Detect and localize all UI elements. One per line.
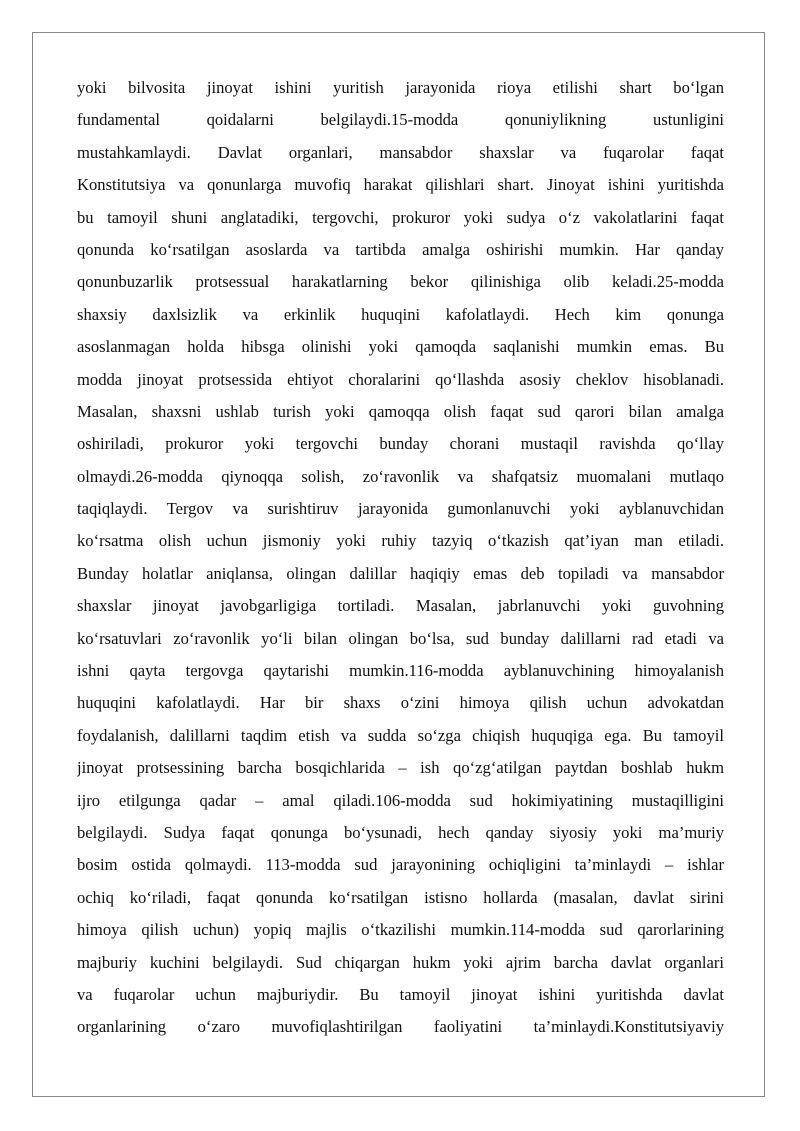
text-line: himoya qilish uchun) yopiq majlis o‘tkazilishi mumkin.114-modda sud qarorlarining [77, 920, 724, 940]
text-line: shaxsiy daxlsizlik va erkinlik huquqini kafolatlaydi. Hech kim qonunga [77, 304, 724, 324]
text-line: yoki bilvosita jinoyat ishini yuritish jarayonida rioya etilishi shart bo‘lgan [77, 78, 724, 97]
text-line: taqiqlaydi. Tergov va surishtiruv jarayonida gumonlanuvchi yoki ayblanuvchidan [77, 499, 724, 519]
text-line: Bunday holatlar aniqlansa, olingan dalillar haqiqiy emas deb topiladi va mansabdor [77, 563, 724, 583]
text-line: qonunda ko‘rsatilgan asoslarda va tartibda amalga oshirishi mumkin. Har qanday [77, 239, 724, 259]
text-line: shaxslar jinoyat javobgarligiga tortiladi. Masalan, jabrlanuvchi yoki guvohning [77, 596, 724, 616]
text-line: mustahkamlaydi. Davlat organlari, mansabdor shaxslar va fuqarolar faqat [77, 142, 724, 162]
text-line: va fuqarolar uchun majburiydir. Bu tamoyil jinoyat ishini yuritishda davlat [77, 984, 724, 1004]
text-line: ko‘rsatma olish uchun jismoniy yoki ruhiy tazyiq o‘tkazish qat’iyan man etiladi. [77, 531, 724, 551]
text-line: modda jinoyat protsessida ehtiyot choralarini qo‘llashda asosiy cheklov hisoblanadi. [77, 369, 724, 389]
text-line: ijro etilgunga qadar – amal qiladi.106-modda sud hokimiyatining mustaqilligini [77, 790, 724, 810]
text-line: oshiriladi, prokuror yoki tergovchi bunday chorani mustaqil ravishda qo‘llay [77, 434, 724, 454]
text-line: Masalan, shaxsni ushlab turish yoki qamoqqa olish faqat sud qarori bilan amalga [77, 401, 724, 421]
text-line: ko‘rsatuvlari zo‘ravonlik yo‘li bilan olingan bo‘lsa, sud bunday dalillarni rad etadi va [77, 628, 724, 648]
text-line: ishni qayta tergovga qaytarishi mumkin.116-modda ayblanuvchining himoyalanish [77, 661, 724, 681]
body-paragraph [77, 72, 724, 1044]
text-line: jinoyat protsessining barcha bosqichlarida – ish qo‘zg‘atilgan paytdan boshlab hukm [77, 758, 724, 778]
text-line: majburiy kuchini belgilaydi. Sud chiqargan hukm yoki ajrim barcha davlat organlari [77, 952, 724, 972]
text-line: asoslanmagan holda hibsga olinishi yoki qamoqda saqlanishi mumkin emas. Bu [77, 337, 724, 357]
text-line: olmaydi.26-modda qiynoqqa solish, zo‘ravonlik va shafqatsiz muomalani mutlaqo [77, 466, 724, 486]
text-line: Konstitutsiya va qonunlarga muvofiq harakat qilishlari shart. Jinoyat ishini yuritishda [77, 175, 724, 195]
text-line: organlarining o‘zaro muvofiqlashtirilgan faoliyatini ta’minlaydi.Konstitutsiyaviy [77, 1017, 724, 1037]
text-line: bosim ostida qolmaydi. 113-modda sud jarayonining ochiqligini ta’minlaydi – ishlar [77, 855, 724, 875]
text-line: ochiq ko‘riladi, faqat qonunda ko‘rsatilgan istisno hollarda (masalan, davlat sirini [77, 887, 724, 907]
text-line: bu tamoyil shuni anglatadiki, tergovchi, prokuror yoki sudya o‘z vakolatlarini faqat [77, 207, 724, 227]
text-line: foydalanish, dalillarni taqdim etish va sudda so‘zga chiqish huquqiga ega. Bu tamoyil [77, 725, 724, 745]
text-line: huquqini kafolatlaydi. Har bir shaxs o‘zini himoya qilish uchun advokatdan [77, 693, 724, 713]
text-line: belgilaydi. Sudya faqat qonunga bo‘ysunadi, hech qanday siyosiy yoki ma’muriy [77, 822, 724, 842]
text-line: qonunbuzarlik protsessual harakatlarning bekor qilinishiga olib keladi.25-modda [77, 272, 724, 292]
text-line: fundamental qoidalarni belgilaydi.15-modda qonuniylikning ustunligini [77, 110, 724, 130]
